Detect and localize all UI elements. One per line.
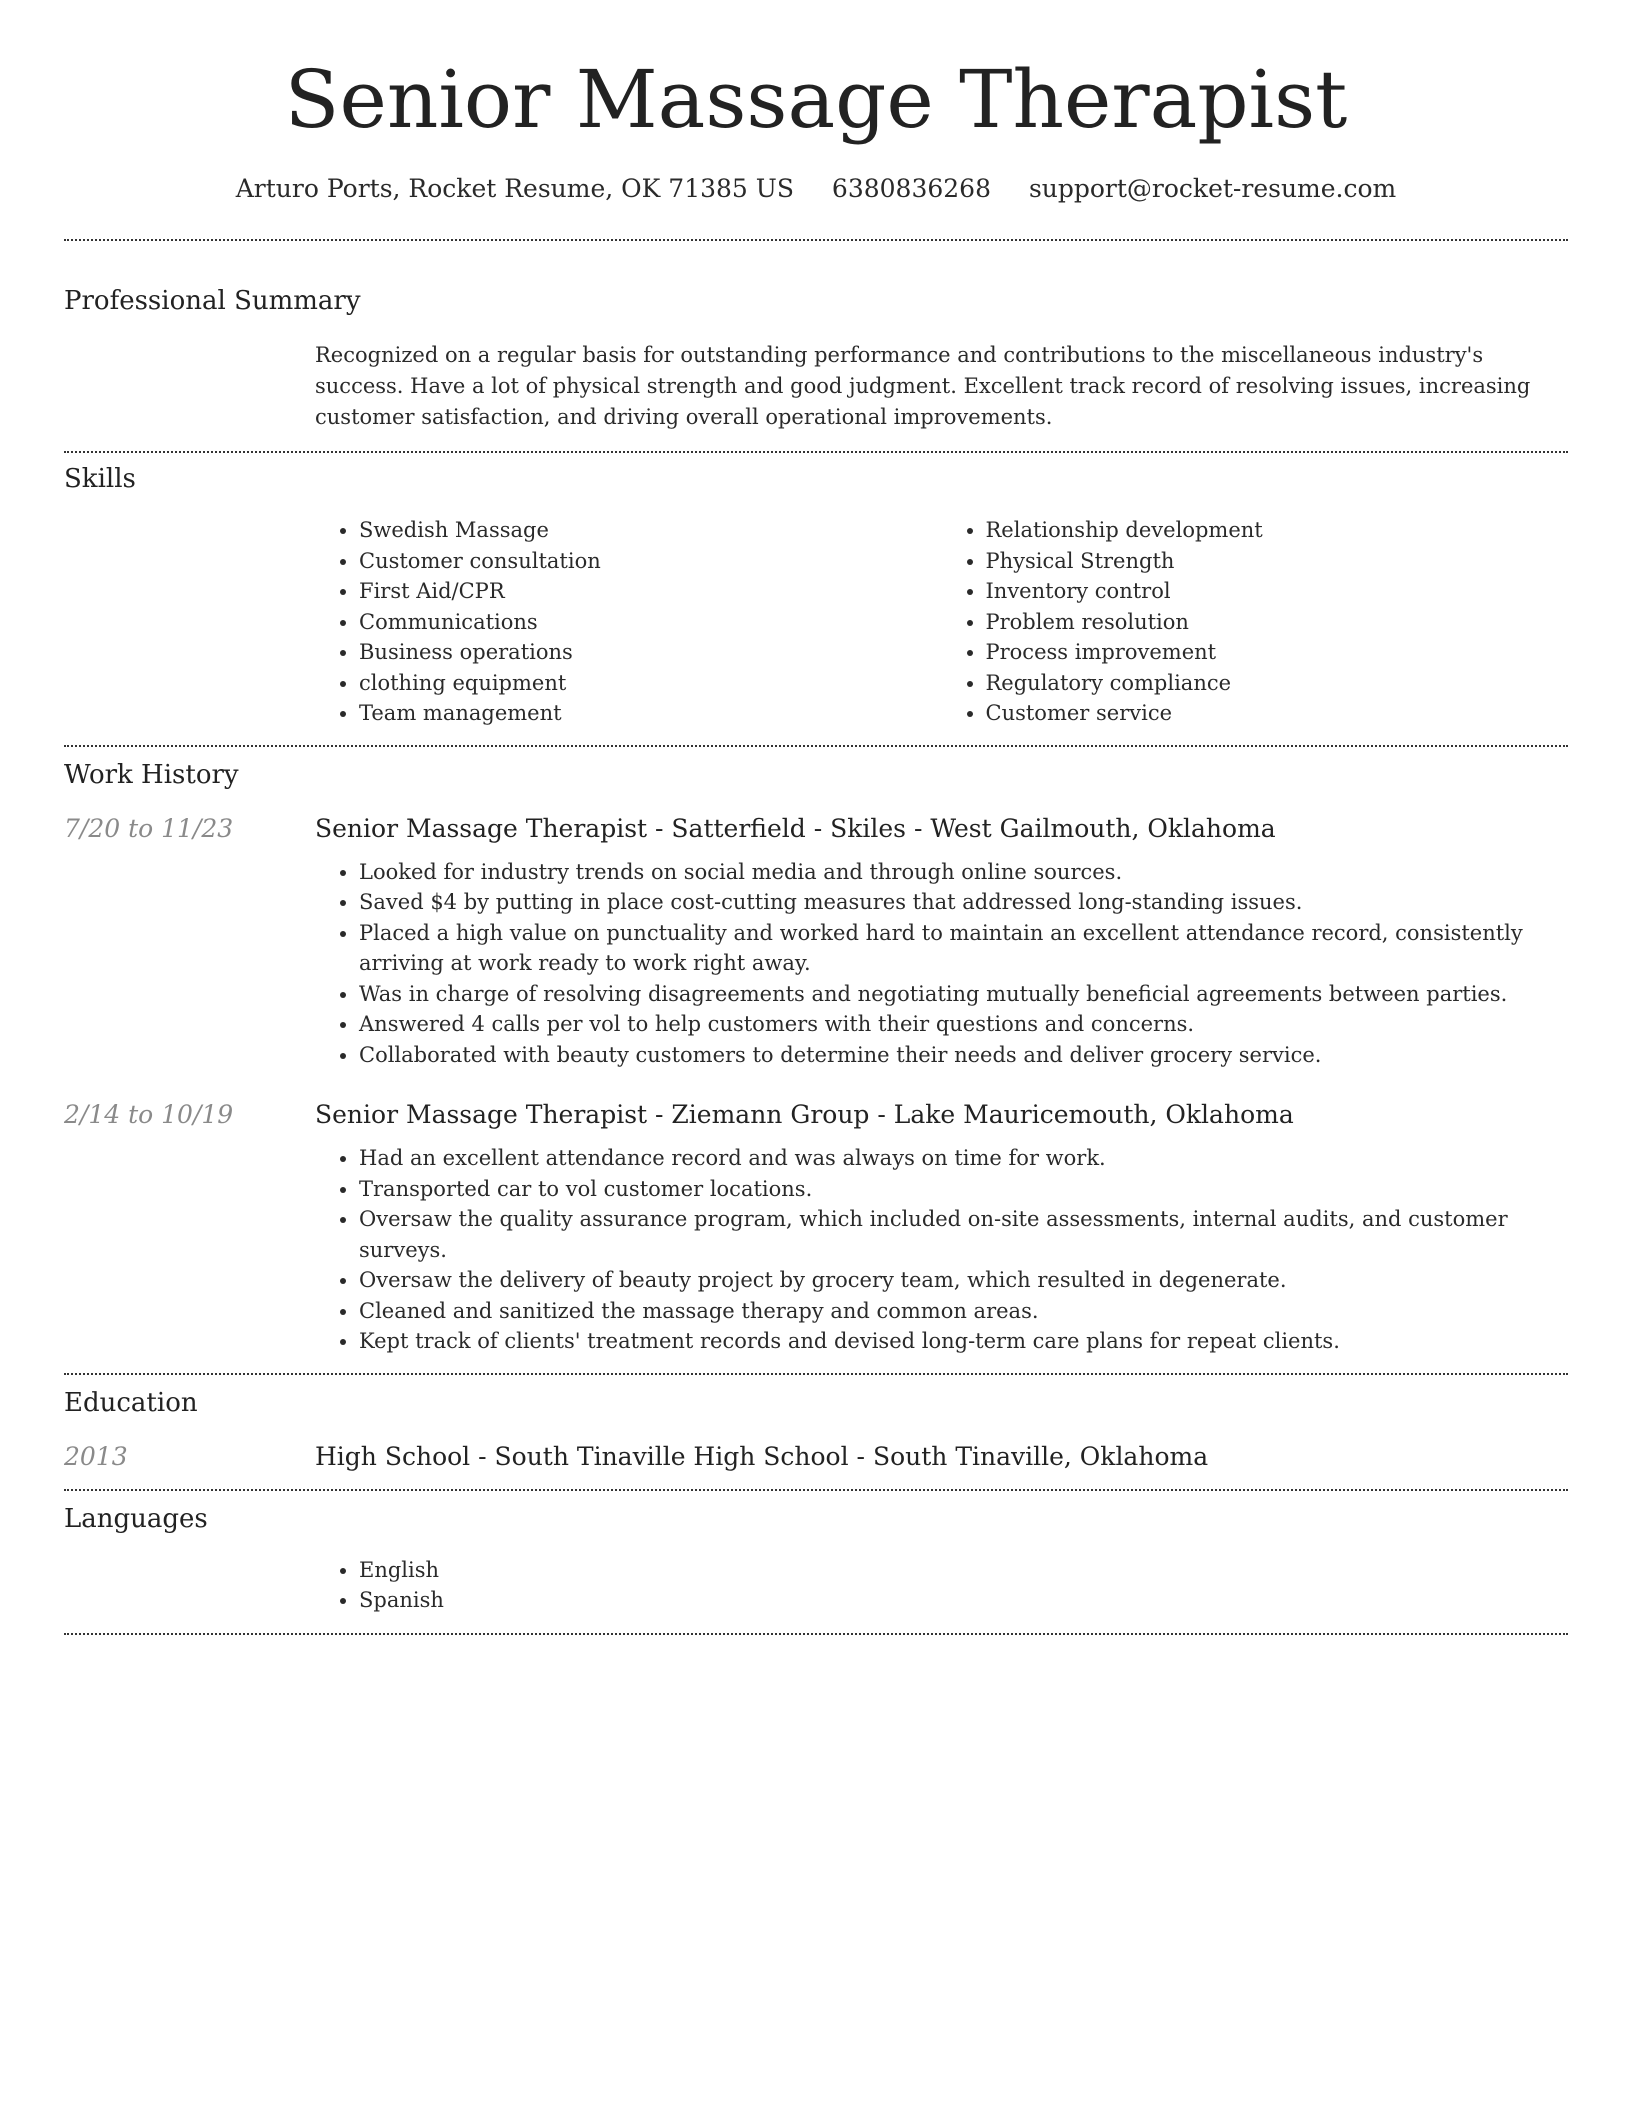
education-entry [64,1442,1568,1471]
job-entry [64,814,1568,1071]
section-title-education: Education [64,1387,198,1418]
skill-item: • Regulatory compliance [986,668,1569,699]
job-bullet: • Kept track of clients' treatment records and devised long-term care plans for repeat clients. [359,1326,1568,1357]
divider [64,745,1568,747]
skill-item: • First Aid/CPR [359,576,942,607]
skill-item: • Customer consultation [359,546,942,577]
skill-item: • clothing equipment [359,668,942,699]
job-dates: 2/14 to 10/19 [64,1100,234,1129]
education-section [64,1386,1568,1471]
skill-item: • Inventory control [986,576,1569,607]
language-item: • English [359,1555,1568,1586]
job-dates: 7/20 to 11/23 [64,813,234,843]
resume-page [64,0,1568,1635]
job-title [315,814,1276,843]
work-section [64,758,1568,1357]
languages-section [64,1502,1568,1616]
skill-item: • Team management [359,698,942,729]
job-bullet: • Placed a high value on punctuality and worked hard to maintain an excellent attendance record, consistently arriving at work ready to work right away. [359,918,1568,979]
education-year: 2013 [64,1441,128,1471]
school: - South Tinaville High School - South Tinaville, Oklahoma [470,1441,1209,1471]
skills-list-left [315,515,942,729]
divider [64,1373,1568,1375]
job-bullet: • Looked for industry trends on social media and through online sources. [359,857,1568,888]
job-role: Senior Massage Therapist [315,1100,648,1129]
divider [64,1489,1568,1491]
divider [64,451,1568,453]
divider [64,1633,1568,1635]
job-bullet: • Answered 4 calls per vol to help customers with their questions and concerns. [359,1009,1568,1040]
job-employer: - Satterfield - Skiles - West Gailmouth, Oklahoma [647,813,1276,843]
job-bullet: • Was in charge of resolving disagreements and negotiating mutually beneficial agreements between parties. [359,979,1568,1010]
skill-item: • Relationship development [986,515,1569,546]
section-title-summary: Professional Summary [64,286,361,316]
skill-item: • Physical Strength [986,546,1569,577]
section-title-skills: Skills [64,464,136,494]
skills-section [64,462,1568,729]
phone: 6380836268 [831,174,991,203]
job-bullet: • Cleaned and sanitized the massage therapy and common areas. [359,1296,1568,1327]
languages-list [315,1555,1568,1616]
job-bullets [315,857,1568,1071]
education-title [315,1442,1208,1471]
email: support@rocket-resume.com [1028,174,1397,203]
summary-text: Recognized on a regular basis for outstanding performance and contributions to the miscellaneous industry's success. Have a lot of physical strength and good judgment. Excellent track record of resolving issues, increasing customer satisfaction, and driving overall operational improvements. [315,343,1531,429]
language-item: • Spanish [359,1585,1568,1616]
job-title [315,1100,1294,1129]
job-bullet: • Saved $4 by putting in place cost-cutting measures that addressed long-standing issues. [359,887,1568,918]
skill-item: • Problem resolution [986,607,1569,638]
skill-item: • Swedish Massage [359,515,942,546]
skills-list-right [942,515,1569,729]
skill-item: • Process improvement [986,637,1569,668]
job-bullet: • Transported car to vol customer locations. [359,1174,1568,1205]
skill-item: • Business operations [359,637,942,668]
job-entry [64,1100,1568,1357]
job-employer: - Ziemann Group - Lake Mauricemouth, Oklahoma [647,1100,1294,1129]
job-role: Senior Massage Therapist [315,813,648,843]
job-bullet: • Oversaw the quality assurance program, which included on-site assessments, internal audits, and customer surveys. [359,1204,1568,1265]
degree: High School [315,1441,471,1471]
section-title-languages: Languages [64,1503,208,1534]
summary-section [64,284,1568,433]
job-bullets [315,1143,1568,1357]
job-bullet: • Had an excellent attendance record and was always on time for work. [359,1143,1568,1174]
divider [64,239,1568,241]
contact-line [64,172,1568,206]
job-bullet: • Oversaw the delivery of beauty project by grocery team, which resulted in degenerate. [359,1265,1568,1296]
job-bullet: • Collaborated with beauty customers to determine their needs and deliver grocery service. [359,1040,1568,1071]
candidate-name: Senior Massage Therapist [284,53,1348,146]
address: Arturo Ports, Rocket Resume, OK 71385 US [235,174,794,203]
skill-item: • Customer service [986,698,1569,729]
skill-item: • Communications [359,607,942,638]
section-title-work: Work History [64,759,239,790]
